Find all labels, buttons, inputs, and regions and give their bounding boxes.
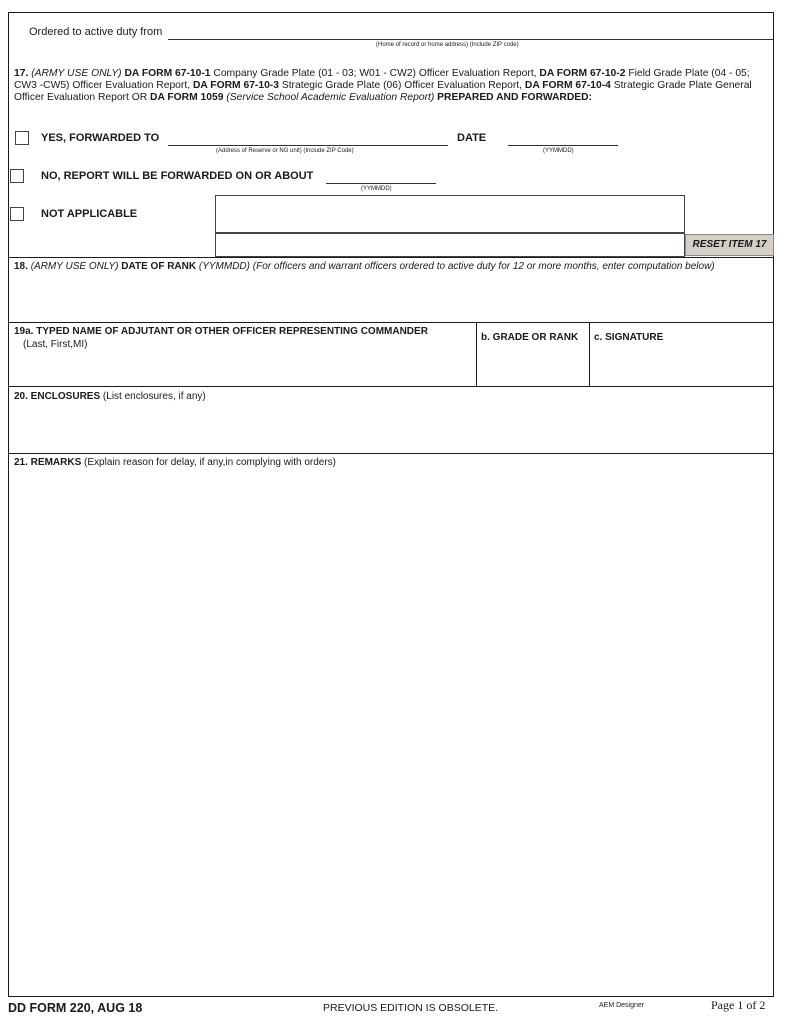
reset-item17-button[interactable]: RESET ITEM 17 (685, 234, 774, 256)
item17-upper-text-box[interactable] (215, 195, 685, 233)
item21-title: 21. REMARKS (14, 457, 82, 468)
item17-description (14, 68, 766, 105)
item17-army-use: (ARMY USE ONLY) (31, 68, 122, 79)
yes-forwarded-checkbox[interactable] (15, 131, 29, 145)
item17-text6: PREPARED AND FORWARDED: (437, 92, 593, 104)
obsolete-notice: PREVIOUS EDITION IS OBSOLETE. (323, 1002, 499, 1014)
not-applicable-label: NOT APPLICABLE (41, 208, 138, 220)
forwarded-to-address-field[interactable] (168, 145, 448, 146)
no-report-checkbox[interactable] (10, 169, 24, 183)
yes-forwarded-label: YES, FORWARDED TO (41, 132, 160, 144)
typed-name-field[interactable] (12, 352, 472, 384)
home-address-caption: (Home of record or home address) (Include ZIP code) (376, 42, 519, 48)
item19c-title: c. SIGNATURE (594, 332, 664, 343)
item21-top-rule (8, 453, 774, 454)
item20-header (14, 391, 206, 403)
forwarded-date-field[interactable] (508, 145, 618, 146)
item19-divider-1 (476, 322, 477, 386)
item18-army-use: (ARMY USE ONLY) (30, 261, 119, 272)
item17-text2: Field Grade Plate (04 - 05; CW3 -CW5) Officer Evaluation Report, (14, 68, 750, 92)
no-date-caption: (YYMMDD) (361, 186, 392, 192)
enclosures-field[interactable] (10, 405, 772, 451)
grade-rank-field[interactable] (480, 348, 585, 384)
item17-text5: (Service School Academic Evaluation Report) (226, 92, 435, 104)
item18-header (14, 261, 769, 273)
item17-text4: Strategic Grade Plate General Officer Evaluation Report OR (14, 80, 752, 104)
aem-designer-label: AEM Designer (599, 1002, 645, 1009)
date-caption: (YYMMDD) (543, 148, 574, 154)
page-number: Page 1 of 2 (711, 998, 766, 1012)
form-67-10-1: DA FORM 67-10-1 (124, 68, 211, 79)
item19-top-rule (8, 322, 774, 323)
form-1059: DA FORM 1059 (150, 92, 224, 104)
item20-top-rule (8, 386, 774, 387)
home-address-field[interactable] (168, 39, 773, 40)
item18-top-rule (8, 257, 774, 258)
form-67-10-3: DA FORM 67-10-3 (192, 80, 279, 92)
item19-divider-2 (589, 322, 590, 386)
form-67-10-4: DA FORM 67-10-4 (524, 80, 611, 92)
address-caption: (Address of Reserve or NG unit) (Include ZIP Code) (216, 148, 354, 154)
item21-header (14, 457, 336, 469)
item18-number: 18. (14, 261, 28, 272)
item21-subtitle: (Explain reason for delay, if any,in complying with orders) (84, 457, 336, 468)
forward-on-date-field[interactable] (326, 183, 436, 184)
item17-text3: Strategic Grade Plate (06) Officer Evaluation Report, (281, 80, 523, 92)
item20-subtitle: (List enclosures, if any) (102, 391, 206, 402)
item18-instructions: (YYMMDD) (For officers and warrant officers ordered to active duty for 12 or more months, enter computation below) (198, 261, 715, 272)
item17-lower-text-box[interactable] (215, 233, 685, 257)
item18-title: DATE OF RANK (121, 261, 197, 272)
remarks-field[interactable] (10, 472, 772, 992)
form-id: DD FORM 220, AUG 18 (8, 1001, 143, 1015)
date-label: DATE (457, 132, 487, 144)
ordered-to-active-duty-label: Ordered to active duty from (29, 26, 163, 38)
no-report-label: NO, REPORT WILL BE FORWARDED ON OR ABOUT (41, 170, 314, 182)
date-of-rank-field[interactable] (10, 276, 772, 320)
item17-text1: Company Grade Plate (01 - 03; W01 - CW2) Officer Evaluation Report, (213, 68, 537, 79)
item19a-title: 19a. TYPED NAME OF ADJUTANT OR OTHER OFFICER REPRESENTING COMMANDER (14, 326, 428, 337)
signature-field[interactable] (593, 348, 771, 384)
item19a-subtitle: (Last, First,MI) (23, 339, 88, 350)
not-applicable-checkbox[interactable] (10, 207, 24, 221)
item20-title: 20. ENCLOSURES (14, 391, 101, 402)
form-67-10-2: DA FORM 67-10-2 (539, 68, 626, 79)
item19b-title: b. GRADE OR RANK (481, 332, 579, 343)
item17-number: 17. (14, 68, 29, 79)
